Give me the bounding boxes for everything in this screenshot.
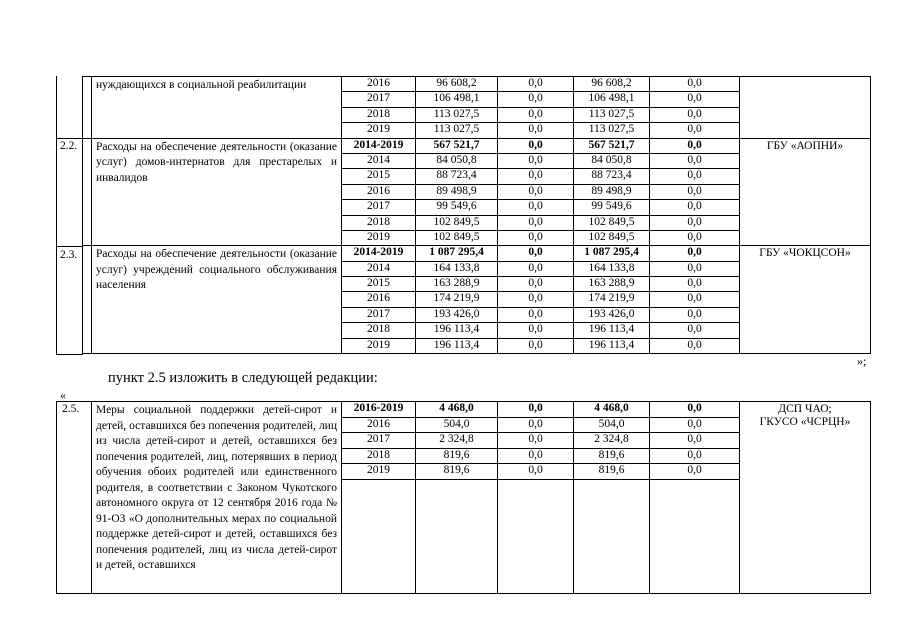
okrug-cell: 2 324,8 — [574, 433, 650, 449]
table-row — [83, 138, 871, 153]
program-table-top — [82, 76, 871, 354]
other-cell: 0,0 — [650, 261, 740, 276]
year-cell: 2016 — [342, 77, 416, 92]
executor-cell: ГБУ «ЧОКЦСОН» — [740, 246, 871, 354]
row-index-label: 2.3. — [60, 249, 78, 261]
table-row — [83, 246, 871, 261]
table-row — [57, 402, 871, 418]
okrug-cell: 504,0 — [574, 417, 650, 433]
total-cell: 819,6 — [416, 464, 498, 480]
other-cell: 0,0 — [650, 169, 740, 184]
total-cell: 88 723,4 — [416, 169, 498, 184]
executor-line: ГКУСО «ЧСРЦН» — [759, 416, 851, 428]
federal-cell: 0,0 — [498, 292, 574, 307]
year-cell: 2019 — [342, 338, 416, 353]
row-index-cell — [83, 138, 92, 246]
total-cell: 84 050,8 — [416, 153, 498, 168]
year-cell: 2014 — [342, 261, 416, 276]
other-cell: 0,0 — [650, 107, 740, 122]
okrug-cell: 102 849,5 — [574, 215, 650, 230]
closing-quote: »; — [857, 354, 867, 368]
federal-cell: 0,0 — [498, 448, 574, 464]
total-cell: 99 549,6 — [416, 200, 498, 215]
federal-cell: 0,0 — [498, 464, 574, 480]
other-cell: 0,0 — [650, 433, 740, 449]
executor-cell — [740, 402, 871, 594]
total-cell: 163 288,9 — [416, 277, 498, 292]
year-cell: 2016 — [342, 184, 416, 199]
year-cell: 2019 — [342, 464, 416, 480]
amendment-paragraph: пункт 2.5 изложить в следующей редакции: — [108, 370, 378, 386]
okrug-cell: 113 027,5 — [574, 123, 650, 138]
year-cell: 2017 — [342, 307, 416, 322]
okrug-cell: 1 087 295,4 — [574, 246, 650, 261]
measure-name-cell: Расходы на обеспечение деятельности (оказание услуг) учреждений социального обслуживания населения — [92, 246, 342, 354]
other-cell: 0,0 — [650, 200, 740, 215]
federal-cell: 0,0 — [498, 307, 574, 322]
year-cell: 2017 — [342, 433, 416, 449]
row-index-cell — [83, 77, 92, 139]
other-cell: 0,0 — [650, 153, 740, 168]
okrug-cell: 163 288,9 — [574, 277, 650, 292]
row-index-label: 2.2. — [60, 140, 78, 152]
total-cell: 1 087 295,4 — [416, 246, 498, 261]
opening-quote: « — [60, 388, 66, 402]
row-divider — [56, 138, 82, 139]
year-cell: 2017 — [342, 200, 416, 215]
year-cell: 2015 — [342, 169, 416, 184]
federal-cell: 0,0 — [498, 215, 574, 230]
federal-cell: 0,0 — [498, 338, 574, 353]
year-cell: 2019 — [342, 123, 416, 138]
other-cell: 0,0 — [650, 292, 740, 307]
year-cell: 2018 — [342, 107, 416, 122]
other-cell: 0,0 — [650, 464, 740, 480]
executor-cell — [740, 77, 871, 139]
okrug-cell: 567 521,7 — [574, 138, 650, 153]
executor-line: ДСП ЧАО; — [778, 403, 832, 415]
federal-cell: 0,0 — [498, 246, 574, 261]
row-index-cell — [83, 246, 92, 354]
year-cell: 2018 — [342, 448, 416, 464]
year-cell: 2018 — [342, 215, 416, 230]
total-cell: 106 498,1 — [416, 92, 498, 107]
other-cell: 0,0 — [650, 448, 740, 464]
other-cell — [650, 479, 740, 593]
other-cell: 0,0 — [650, 92, 740, 107]
federal-cell: 0,0 — [498, 323, 574, 338]
year-cell: 2017 — [342, 92, 416, 107]
okrug-cell: 196 113,4 — [574, 338, 650, 353]
other-cell: 0,0 — [650, 323, 740, 338]
other-cell: 0,0 — [650, 338, 740, 353]
total-cell: 504,0 — [416, 417, 498, 433]
total-cell: 2 324,8 — [416, 433, 498, 449]
total-cell: 819,6 — [416, 448, 498, 464]
year-cell: 2018 — [342, 323, 416, 338]
federal-cell: 0,0 — [498, 184, 574, 199]
total-cell: 113 027,5 — [416, 123, 498, 138]
total-cell: 113 027,5 — [416, 107, 498, 122]
other-cell: 0,0 — [650, 184, 740, 199]
year-cell: 2014 — [342, 153, 416, 168]
federal-cell: 0,0 — [498, 123, 574, 138]
program-table-bottom — [56, 401, 871, 594]
okrug-cell: 96 608,2 — [574, 77, 650, 92]
okrug-cell: 113 027,5 — [574, 107, 650, 122]
other-cell: 0,0 — [650, 138, 740, 153]
total-cell: 102 849,5 — [416, 230, 498, 245]
other-cell: 0,0 — [650, 402, 740, 418]
other-cell: 0,0 — [650, 277, 740, 292]
row-divider — [56, 246, 82, 247]
other-cell: 0,0 — [650, 230, 740, 245]
measure-name-cell: Меры социальной поддержки детей-сирот и детей, оставшихся без попечения родителей, лиц из числа детей-сирот и детей, оставшихся без попечения родителей, лиц, потерявших в период обучения обоих родителей или единственного родителя, в соответствии с Законом Чукотского автономного округа от 12 сентября 2016 года № 91-ОЗ «О дополнительных мерах по социальной поддержке детей-сирот и детей, оставшихся без попечения родителей, лиц из числа детей-сирот и детей, оставшихся — [92, 402, 342, 594]
federal-cell: 0,0 — [498, 200, 574, 215]
total-cell: 96 608,2 — [416, 77, 498, 92]
okrug-cell: 164 133,8 — [574, 261, 650, 276]
federal-cell: 0,0 — [498, 92, 574, 107]
okrug-cell: 89 498,9 — [574, 184, 650, 199]
index-column-border — [56, 76, 83, 355]
okrug-cell: 4 468,0 — [574, 402, 650, 418]
okrug-cell: 819,6 — [574, 448, 650, 464]
okrug-cell: 88 723,4 — [574, 169, 650, 184]
year-cell: 2016 — [342, 417, 416, 433]
year-cell: 2014-2019 — [342, 138, 416, 153]
row-index-cell: 2.5. — [57, 402, 92, 594]
federal-cell: 0,0 — [498, 417, 574, 433]
other-cell: 0,0 — [650, 77, 740, 92]
okrug-cell: 106 498,1 — [574, 92, 650, 107]
year-cell: 2016 — [342, 292, 416, 307]
federal-cell: 0,0 — [498, 169, 574, 184]
year-cell — [342, 479, 416, 593]
total-cell: 164 133,8 — [416, 261, 498, 276]
total-cell: 196 113,4 — [416, 338, 498, 353]
okrug-cell: 196 113,4 — [574, 323, 650, 338]
okrug-cell: 193 426,0 — [574, 307, 650, 322]
federal-cell: 0,0 — [498, 153, 574, 168]
federal-cell: 0,0 — [498, 138, 574, 153]
total-cell: 102 849,5 — [416, 215, 498, 230]
federal-cell: 0,0 — [498, 402, 574, 418]
total-cell: 4 468,0 — [416, 402, 498, 418]
other-cell: 0,0 — [650, 215, 740, 230]
federal-cell: 0,0 — [498, 77, 574, 92]
federal-cell: 0,0 — [498, 107, 574, 122]
total-cell: 174 219,9 — [416, 292, 498, 307]
okrug-cell — [574, 479, 650, 593]
okrug-cell: 99 549,6 — [574, 200, 650, 215]
measure-name-cell: нуждающихся в социальной реабилитации — [92, 77, 342, 139]
executor-cell: ГБУ «АОПНИ» — [740, 138, 871, 246]
federal-cell: 0,0 — [498, 433, 574, 449]
total-cell: 196 113,4 — [416, 323, 498, 338]
other-cell: 0,0 — [650, 417, 740, 433]
okrug-cell: 174 219,9 — [574, 292, 650, 307]
total-cell: 193 426,0 — [416, 307, 498, 322]
okrug-cell: 819,6 — [574, 464, 650, 480]
total-cell: 89 498,9 — [416, 184, 498, 199]
federal-cell: 0,0 — [498, 261, 574, 276]
measure-name-cell: Расходы на обеспечение деятельности (оказание услуг) домов-интернатов для престарелых и инвалидов — [92, 138, 342, 246]
okrug-cell: 84 050,8 — [574, 153, 650, 168]
other-cell: 0,0 — [650, 307, 740, 322]
table-row — [83, 77, 871, 92]
year-cell: 2014-2019 — [342, 246, 416, 261]
total-cell — [416, 479, 498, 593]
other-cell: 0,0 — [650, 123, 740, 138]
okrug-cell: 102 849,5 — [574, 230, 650, 245]
total-cell: 567 521,7 — [416, 138, 498, 153]
federal-cell — [498, 479, 574, 593]
year-cell: 2016-2019 — [342, 402, 416, 418]
other-cell: 0,0 — [650, 246, 740, 261]
year-cell: 2015 — [342, 277, 416, 292]
federal-cell: 0,0 — [498, 230, 574, 245]
year-cell: 2019 — [342, 230, 416, 245]
federal-cell: 0,0 — [498, 277, 574, 292]
